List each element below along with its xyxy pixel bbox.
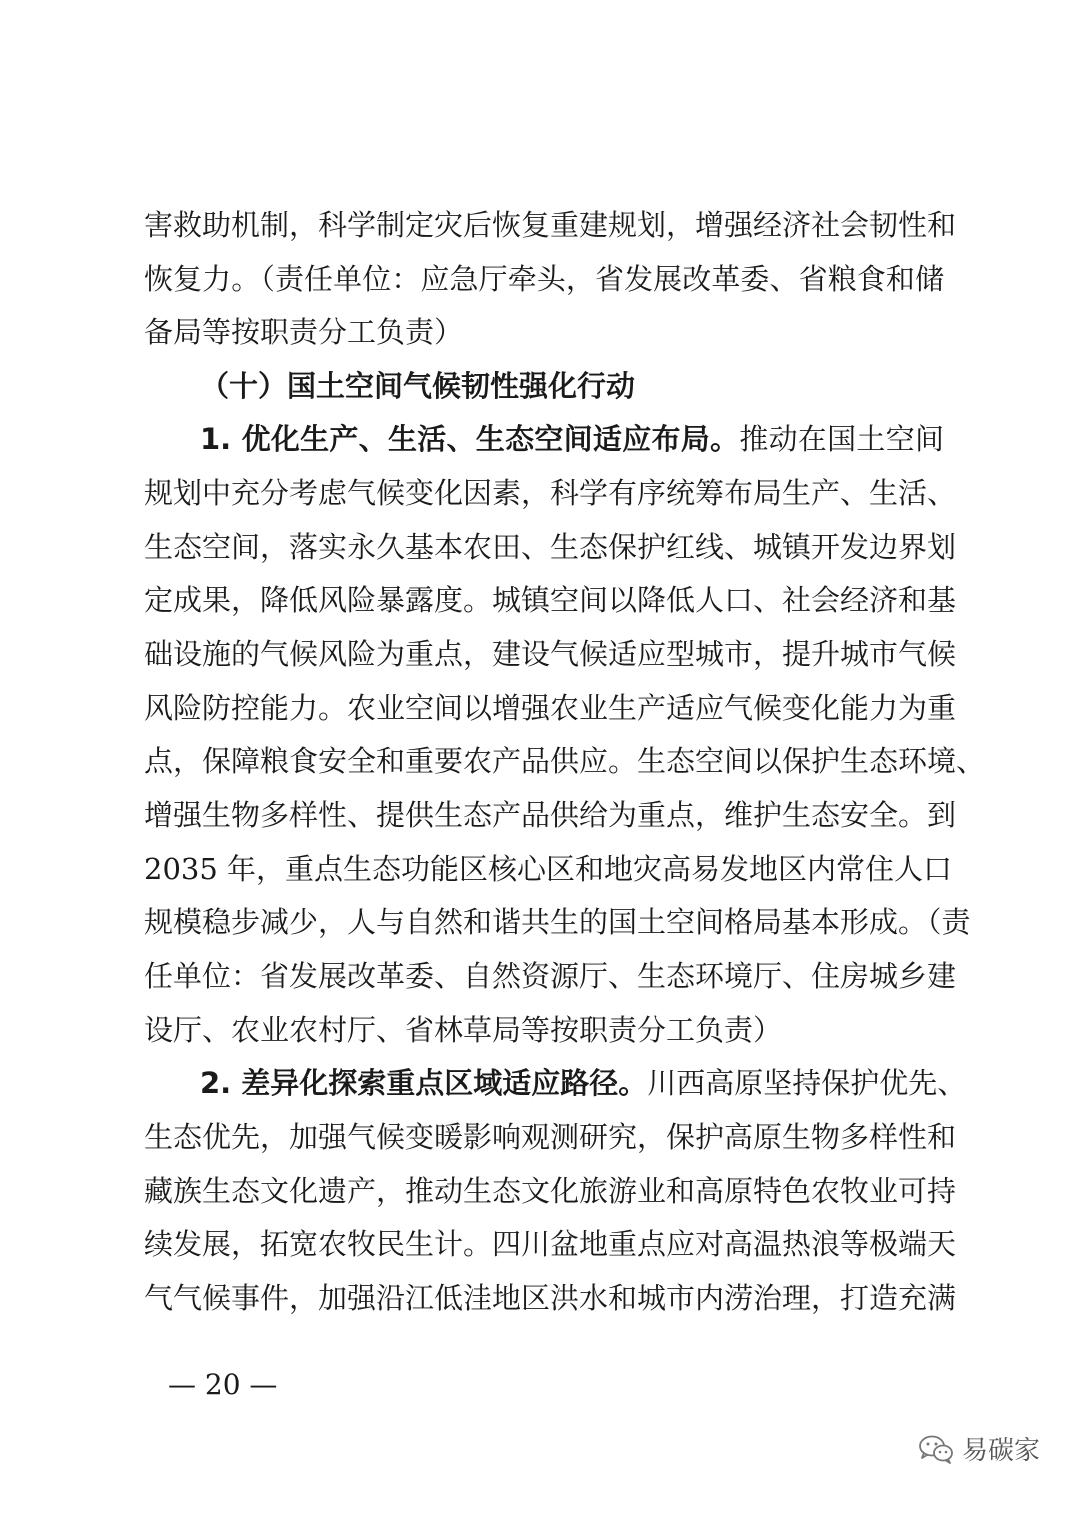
- body-line: 任单位：省发展改革委、自然资源厅、生态环境厅、住房城乡建: [144, 959, 957, 993]
- body-line: 2035 年，重点生态功能区核心区和地灾高易发地区内常住人口: [144, 852, 953, 886]
- section-heading: （十）国土空间气候韧性强化行动: [200, 369, 636, 403]
- body-line: 恢复力。（责任单位：应急厅牵头，省发展改革委、省粮食和储: [144, 262, 944, 296]
- body-line: 气气候事件，加强沿江低洼地区洪水和城市内涝治理，打造充满: [144, 1281, 957, 1315]
- subsection-heading: 2. 差异化探索重点区域适应路径。: [200, 1066, 648, 1100]
- body-line: 规划中充分考虑气候变化因素，科学有序统筹布局生产、生活、: [144, 476, 957, 510]
- body-line: 础设施的气候风险为重点，建设气候适应型城市，提升城市气候: [144, 637, 957, 671]
- body-text: 川西高原坚持保护优先、: [647, 1066, 967, 1100]
- body-line: 点，保障粮食安全和重要农产品供应。生态空间以保护生态环境、: [144, 744, 986, 778]
- body-line: 定成果，降低风险暴露度。城镇空间以降低人口、社会经济和基: [144, 583, 957, 617]
- body-text: 推动在国土空间: [739, 422, 944, 456]
- subsection-heading: 1. 优化生产、生活、生态空间适应布局。: [200, 422, 740, 456]
- body-line: 生态空间，落实永久基本农田、生态保护红线、城镇开发边界划: [144, 530, 957, 564]
- wechat-icon: [918, 1434, 954, 1464]
- body-line: 规模稳步减少，人与自然和谐共生的国土空间格局基本形成。（责: [144, 905, 971, 939]
- paragraph-first-line: [200, 1065, 967, 1101]
- paragraph-first-line: [200, 421, 944, 457]
- body-line: 藏族生态文化遗产，推动生态文化旅游业和高原特色农牧业可持: [144, 1174, 957, 1208]
- body-line: 害救助机制，科学制定灾后恢复重建规划，增强经济社会韧性和: [144, 208, 957, 242]
- page-number: — 20 —: [168, 1368, 278, 1401]
- body-line: 增强生物多样性、提供生态产品供给为重点，维护生态安全。到: [144, 798, 957, 832]
- watermark-label: 易碳家: [962, 1436, 1041, 1466]
- body-line: 风险防控能力。农业空间以增强农业生产适应气候变化能力为重: [144, 691, 957, 725]
- body-line: 备局等按职责分工负责）: [144, 315, 464, 349]
- body-line: 续发展，拓宽农牧民生计。四川盆地重点应对高温热浪等极端天: [144, 1227, 957, 1261]
- body-line: 生态优先，加强气候变暖影响观测研究，保护高原生物多样性和: [144, 1120, 957, 1154]
- body-line: 设厅、农业农村厅、省林草局等按职责分工负责）: [144, 1013, 783, 1047]
- watermark: [918, 1430, 1040, 1467]
